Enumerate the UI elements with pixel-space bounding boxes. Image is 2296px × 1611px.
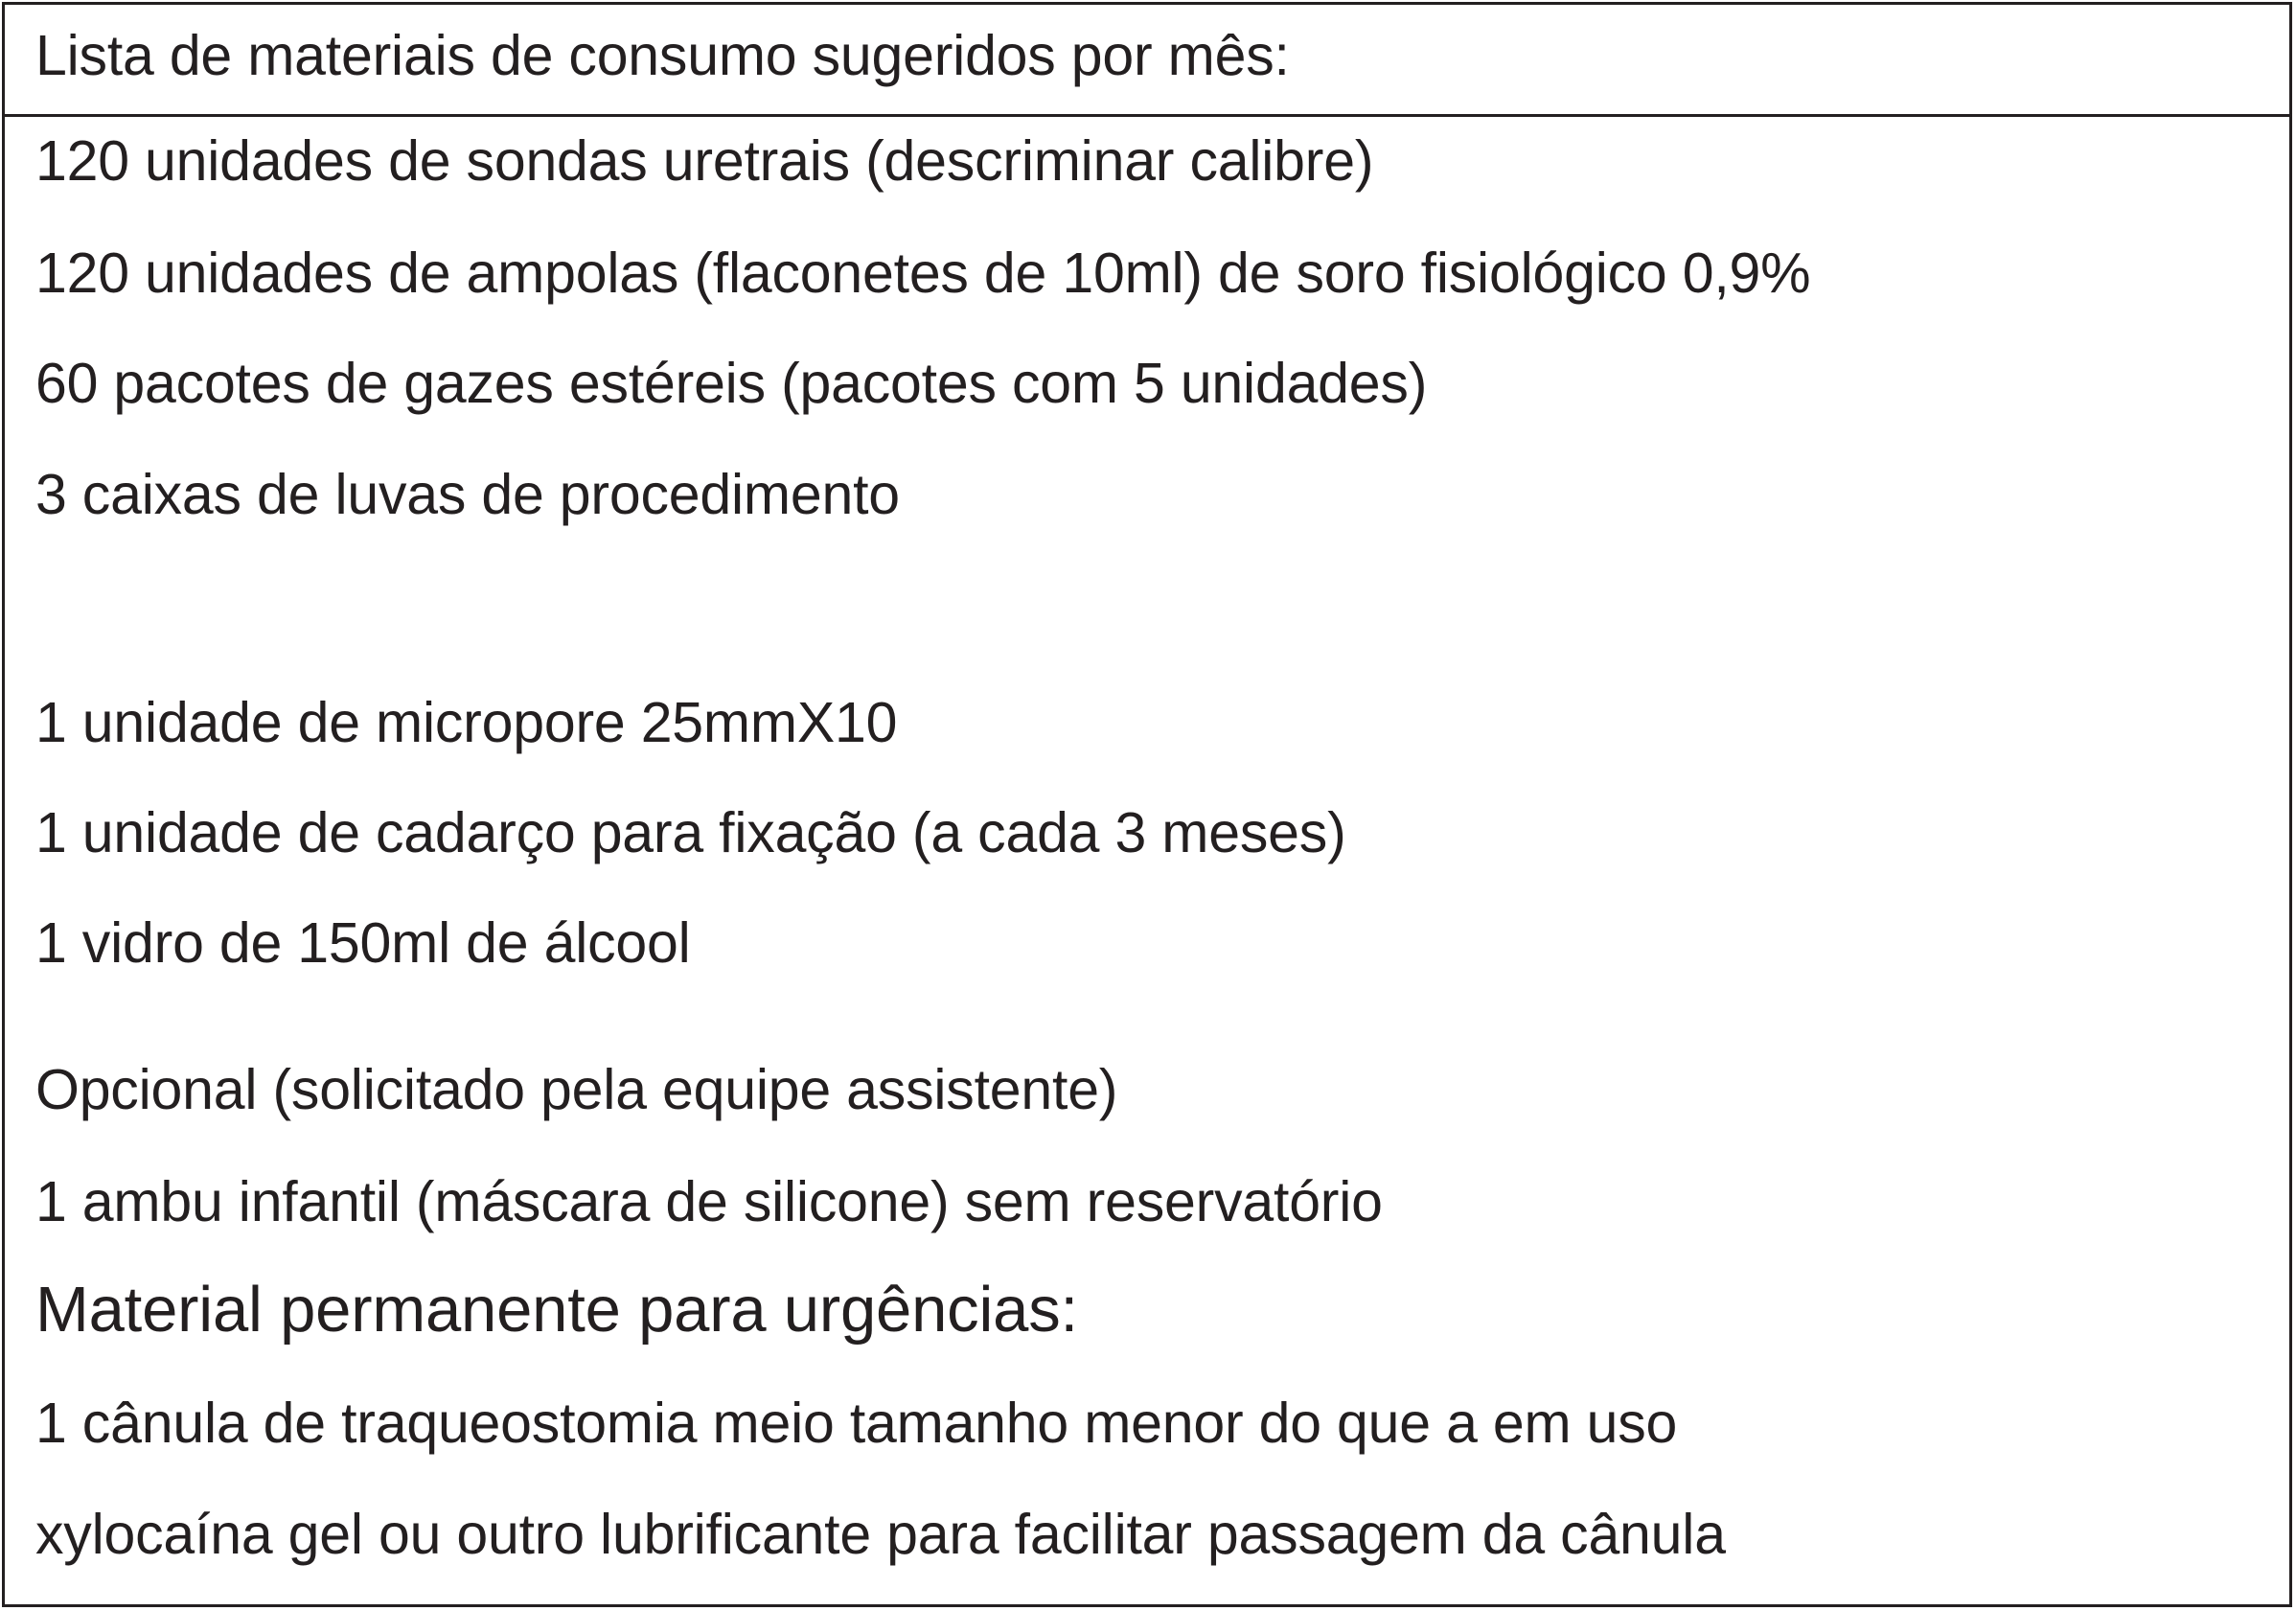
table-title: Lista de materiais de consumo sugeridos por mês:: [35, 24, 1290, 87]
materials-table: [2, 2, 2292, 1607]
list-item: 1 cânula de traqueostomia meio tamanho menor do que a em uso: [35, 1392, 1678, 1455]
list-item: 3 caixas de luvas de procedimento: [35, 463, 900, 526]
list-item: xylocaína gel ou outro lubrificante para facilitar passagem da cânula: [35, 1503, 1726, 1566]
list-item: 1 vidro de 150ml de álcool: [35, 911, 691, 975]
optional-heading: Opcional (solicitado pela equipe assistente): [35, 1058, 1118, 1121]
list-item: 1 ambu infantil (máscara de silicone) sem reservatório: [35, 1170, 1383, 1233]
table-header-row: [5, 5, 2289, 117]
list-item: 60 pacotes de gazes estéreis (pacotes com 5 unidades): [35, 352, 1428, 415]
list-item: 1 unidade de micropore 25mmX10: [35, 691, 898, 754]
permanent-heading: Material permanente para urgências:: [35, 1274, 1078, 1346]
list-item: 1 unidade de cadarço para fixação (a cada 3 meses): [35, 801, 1346, 864]
list-item: 120 unidades de sondas uretrais (descriminar calibre): [35, 129, 1374, 193]
list-item: 120 unidades de ampolas (flaconetes de 10ml) de soro fisiológico 0,9%: [35, 242, 1811, 305]
